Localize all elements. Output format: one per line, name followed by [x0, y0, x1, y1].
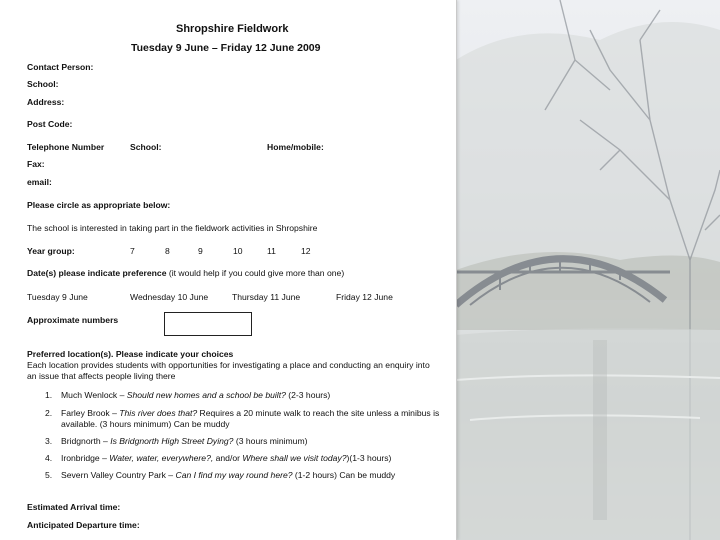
fax-label: Fax:: [27, 159, 45, 169]
year-option[interactable]: 7: [130, 246, 135, 256]
circle-heading: Please circle as appropriate below:: [27, 200, 171, 210]
departure-time-label: Anticipated Departure time:: [27, 520, 140, 530]
location-detail-alt: )(1-3 hours): [346, 453, 392, 463]
form-title: Shropshire Fieldwork: [176, 23, 289, 35]
approx-numbers-label: Approximate numbers: [27, 315, 119, 325]
location-number: 5.: [45, 470, 53, 480]
location-number: 3.: [45, 436, 53, 446]
location-heading: Preferred location(s). Please indicate your choices: [27, 349, 234, 359]
date-preference-note: (it would help if you could give more than one): [168, 268, 345, 278]
interest-statement: The school is interested in taking part in the fieldwork activities in Shropshire: [27, 223, 318, 233]
date-option[interactable]: Friday 12 June: [336, 292, 393, 302]
telephone-label: Telephone Number: [27, 142, 105, 152]
telephone-home-label: Home/mobile:: [267, 142, 324, 152]
year-option[interactable]: 11: [267, 246, 276, 256]
location-detail: (2-3 hours): [285, 390, 331, 400]
location-place: Severn Valley Country Park –: [61, 470, 176, 480]
year-option[interactable]: 9: [198, 246, 203, 256]
location-place: Bridgnorth –: [61, 436, 111, 446]
location-detail: (3 hours minimum): [233, 436, 308, 446]
year-group-label: Year group:: [27, 246, 75, 256]
email-label: email:: [27, 177, 52, 187]
postcode-label: Post Code:: [27, 119, 73, 129]
form-dates: Tuesday 9 June – Friday 12 June 2009: [131, 42, 321, 54]
location-intro: Each location provides students with opportunities for investigating a place and conducting an enquiry into an issue that affects people living there: [27, 360, 430, 381]
location-question: Should new homes and a school be built?: [126, 390, 286, 400]
telephone-school-label: School:: [130, 142, 162, 152]
location-question: Water, water, everywhere?,: [109, 453, 214, 463]
location-question: Can I find my way round here?: [175, 470, 293, 480]
location-question: This river does that?: [119, 408, 198, 418]
location-detail: and/or: [213, 453, 243, 463]
approx-numbers-field[interactable]: [164, 312, 252, 336]
date-preference-label: Date(s) please indicate preference: [27, 268, 167, 278]
location-number: 4.: [45, 453, 53, 463]
location-item[interactable]: [61, 453, 391, 464]
year-option[interactable]: 12: [301, 246, 311, 256]
contact-label: Contact Person:: [27, 62, 94, 72]
school-label: School:: [27, 79, 59, 89]
location-item[interactable]: [61, 408, 441, 430]
year-option[interactable]: 8: [165, 246, 170, 256]
location-detail: (1-2 hours) Can be muddy: [292, 470, 396, 480]
location-number: 1.: [45, 390, 53, 400]
location-detail: Requires a 20 minute walk to reach the site unless a minibus is available. (3 hours minimum) Can be muddy: [61, 408, 440, 429]
location-item[interactable]: [61, 390, 330, 401]
location-item[interactable]: [61, 470, 395, 481]
location-place: Ironbridge –: [61, 453, 110, 463]
date-option[interactable]: Thursday 11 June: [232, 292, 301, 302]
date-preference-row: [27, 268, 344, 279]
date-option[interactable]: Tuesday 9 June: [27, 292, 88, 302]
address-label: Address:: [27, 97, 65, 107]
date-option[interactable]: Wednesday 10 June: [130, 292, 209, 302]
arrival-time-label: Estimated Arrival time:: [27, 502, 121, 512]
year-option[interactable]: 10: [233, 246, 243, 256]
location-place: Much Wenlock –: [61, 390, 127, 400]
location-question-alt: Where shall we visit today?: [242, 453, 347, 463]
location-place: Farley Brook –: [61, 408, 120, 418]
location-number: 2.: [45, 408, 53, 418]
location-question: Is Bridgnorth High Street Dying?: [110, 436, 234, 446]
location-item[interactable]: [61, 436, 308, 447]
